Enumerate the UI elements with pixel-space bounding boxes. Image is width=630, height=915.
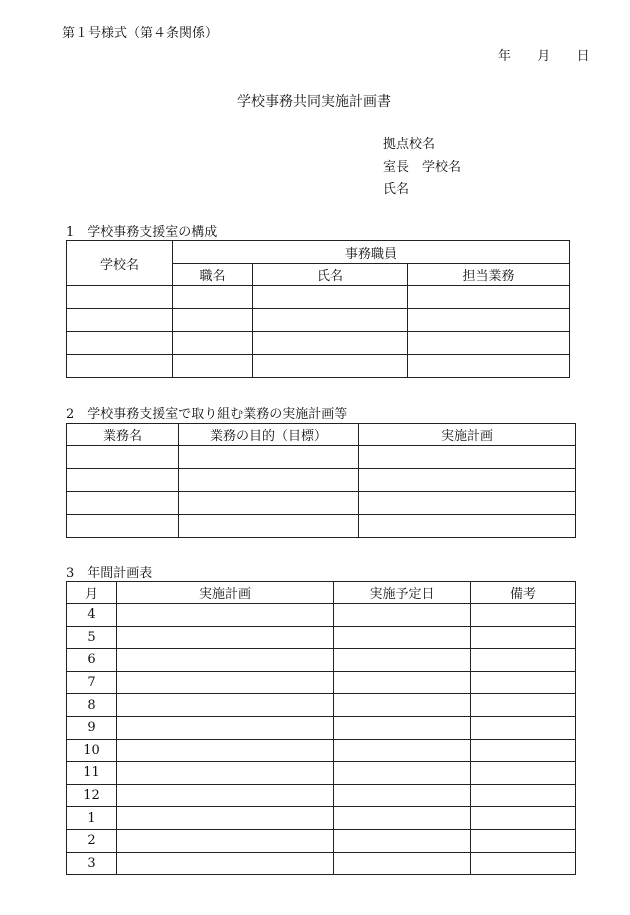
plan-table <box>66 423 576 538</box>
table-cell[interactable] <box>334 784 471 807</box>
header-staff: 事務職員 <box>173 241 570 264</box>
section2-heading: 2 学校事務支援室で取り組む業務の実施計画等 <box>66 407 348 422</box>
annual-schedule-table <box>66 581 576 875</box>
table-cell[interactable] <box>471 694 576 717</box>
header-name: 氏名 <box>253 264 408 286</box>
table-cell[interactable] <box>471 807 576 830</box>
table-row <box>67 309 570 332</box>
head-label: 室長 <box>383 160 410 175</box>
table-cell[interactable] <box>471 739 576 762</box>
table-cell[interactable] <box>334 694 471 717</box>
table-row <box>67 446 576 469</box>
table-cell[interactable] <box>359 515 576 538</box>
table-cell[interactable] <box>67 515 179 538</box>
table-cell[interactable] <box>173 286 253 309</box>
form-number: 第１号様式（第４条関係） <box>62 26 219 41</box>
table-cell[interactable] <box>334 807 471 830</box>
table-row <box>67 739 576 762</box>
table-cell[interactable] <box>117 649 334 672</box>
table-row <box>67 784 576 807</box>
table-cell[interactable] <box>173 355 253 378</box>
month-cell: 1 <box>67 807 117 830</box>
table-cell[interactable] <box>471 762 576 785</box>
table-row <box>67 515 576 538</box>
table-cell[interactable] <box>117 671 334 694</box>
table-cell[interactable] <box>117 829 334 852</box>
table-row <box>67 626 576 649</box>
table-row <box>67 332 570 355</box>
table-cell[interactable] <box>334 626 471 649</box>
table-cell[interactable] <box>117 604 334 627</box>
header-scheduled-date: 実施予定日 <box>334 582 471 604</box>
table-cell[interactable] <box>117 694 334 717</box>
header-remarks: 備考 <box>471 582 576 604</box>
table-cell[interactable] <box>408 286 570 309</box>
section3-heading: 3 年間計画表 <box>66 566 153 581</box>
table-cell[interactable] <box>471 626 576 649</box>
table-cell[interactable] <box>471 829 576 852</box>
header-plan: 実施計画 <box>117 582 334 604</box>
table-cell[interactable] <box>67 492 179 515</box>
table-cell[interactable] <box>117 852 334 875</box>
table-cell[interactable] <box>67 309 173 332</box>
header-duty: 担当業務 <box>408 264 570 286</box>
table-row <box>67 829 576 852</box>
table-cell[interactable] <box>359 492 576 515</box>
table-cell[interactable] <box>408 355 570 378</box>
table-cell[interactable] <box>173 332 253 355</box>
table-cell[interactable] <box>471 716 576 739</box>
table-row <box>67 694 576 717</box>
table-cell[interactable] <box>471 852 576 875</box>
header-plan: 実施計画 <box>359 424 576 446</box>
table-row <box>67 852 576 875</box>
table-cell[interactable] <box>179 492 359 515</box>
month-cell: 9 <box>67 716 117 739</box>
table-cell[interactable] <box>117 762 334 785</box>
table-cell[interactable] <box>359 469 576 492</box>
table-cell[interactable] <box>334 671 471 694</box>
date-line <box>498 45 590 64</box>
table-cell[interactable] <box>471 784 576 807</box>
table-cell[interactable] <box>179 446 359 469</box>
month-cell: 5 <box>67 626 117 649</box>
table-cell[interactable] <box>359 446 576 469</box>
month-rows <box>67 604 576 875</box>
table-cell[interactable] <box>334 649 471 672</box>
table-cell[interactable] <box>334 829 471 852</box>
table-cell[interactable] <box>173 309 253 332</box>
header-position: 職名 <box>173 264 253 286</box>
document-title: 学校事務共同実施計画書 <box>237 94 391 110</box>
head-school-label: 学校名 <box>422 160 462 175</box>
table-row <box>67 807 576 830</box>
base-school-label: 拠点校名 <box>383 137 436 152</box>
table-row <box>67 762 576 785</box>
table-cell[interactable] <box>179 515 359 538</box>
month-cell: 3 <box>67 852 117 875</box>
table-cell[interactable] <box>67 446 179 469</box>
table-cell[interactable] <box>117 807 334 830</box>
header-school: 学校名 <box>67 241 173 286</box>
header-purpose: 業務の目的（目標） <box>179 424 359 446</box>
table-row <box>67 469 576 492</box>
table-row <box>67 286 570 309</box>
table-cell[interactable] <box>334 716 471 739</box>
table-row <box>67 604 576 627</box>
month-cell: 4 <box>67 604 117 627</box>
table-cell[interactable] <box>67 469 179 492</box>
table-cell[interactable] <box>334 604 471 627</box>
table-cell[interactable] <box>334 852 471 875</box>
table-cell[interactable] <box>117 626 334 649</box>
date-year: 年 <box>498 49 512 64</box>
header-month: 月 <box>67 582 117 604</box>
table-cell[interactable] <box>471 671 576 694</box>
table-cell[interactable] <box>253 332 408 355</box>
month-cell: 10 <box>67 739 117 762</box>
table-cell[interactable] <box>408 332 570 355</box>
table-row <box>67 716 576 739</box>
table-cell[interactable] <box>67 355 173 378</box>
section1-heading: 1 学校事務支援室の構成 <box>66 225 218 240</box>
table-cell[interactable] <box>67 286 173 309</box>
month-cell: 7 <box>67 671 117 694</box>
table-cell[interactable] <box>117 716 334 739</box>
table-cell[interactable] <box>471 604 576 627</box>
table-cell[interactable] <box>471 649 576 672</box>
head-line <box>383 156 461 175</box>
date-day: 日 <box>576 49 590 64</box>
table-cell[interactable] <box>408 309 570 332</box>
table-row <box>67 355 570 378</box>
table-row <box>67 671 576 694</box>
table-row <box>67 492 576 515</box>
month-cell: 2 <box>67 829 117 852</box>
header-task: 業務名 <box>67 424 179 446</box>
support-office-table <box>66 240 570 378</box>
table-cell[interactable] <box>253 286 408 309</box>
table-cell[interactable] <box>334 739 471 762</box>
table-cell[interactable] <box>179 469 359 492</box>
month-cell: 6 <box>67 649 117 672</box>
table-cell[interactable] <box>117 784 334 807</box>
table-cell[interactable] <box>117 739 334 762</box>
name-label: 氏名 <box>383 182 410 197</box>
table-cell[interactable] <box>253 309 408 332</box>
month-cell: 12 <box>67 784 117 807</box>
month-cell: 8 <box>67 694 117 717</box>
table-row <box>67 649 576 672</box>
date-month: 月 <box>537 49 551 64</box>
month-cell: 11 <box>67 762 117 785</box>
table-cell[interactable] <box>67 332 173 355</box>
table-cell[interactable] <box>253 355 408 378</box>
table-cell[interactable] <box>334 762 471 785</box>
